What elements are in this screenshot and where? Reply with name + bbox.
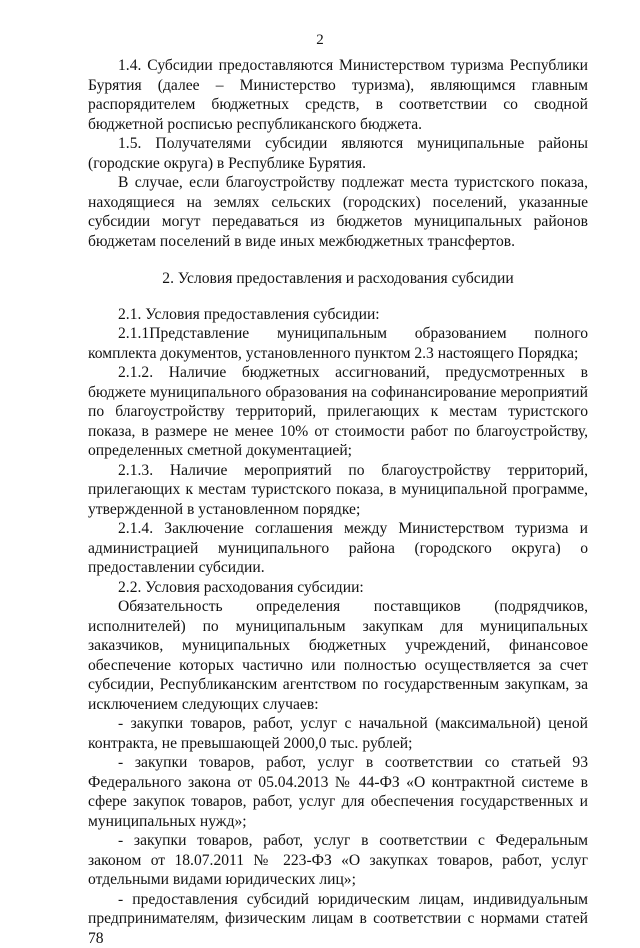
list-item-subsidies: - предоставления субсидий юридическим лицам, индивидуальным предпринимателям, физическим лицам в соответствии с нормами статей 78 — [88, 890, 588, 948]
page-number: 2 — [0, 32, 640, 49]
paragraph-2-1-4: 2.1.4. Заключение соглашения между Министерством туризма и администрацией муниципального района (городского округа) о предоставлении субсидии. — [88, 519, 588, 578]
paragraph-2-1: 2.1. Условия предоставления субсидии: — [88, 305, 588, 325]
list-item-223fz: - закупки товаров, работ, услуг в соответствии с Федеральным законом от 18.07.2011 № 223-ФЗ «О закупках товаров, работ, услуг отдельными видами юридических лиц»; — [88, 831, 588, 890]
section-heading: 2. Условия предоставления и расходования субсидии — [88, 269, 588, 289]
paragraph-settlements: В случае, если благоустройству подлежат места туристского показа, находящиеся на землях сельских (городских) поселений, указанные субсидии могут передаваться из бюджетов муниципальных районов бюджетам поселений в виде иных межбюджетных трансфертов. — [88, 173, 588, 251]
paragraph-2-1-3: 2.1.3. Наличие мероприятий по благоустройству территорий, прилегающих к местам туристского показа, в муниципальной программе, утвержденной в установленном порядке; — [88, 461, 588, 520]
paragraph-2-1-2: 2.1.2. Наличие бюджетных ассигнований, предусмотренных в бюджете муниципального образования на софинансирование мероприятий по благоустройству территорий, прилегающих к местам туристского показа, в размере не менее 10% от стоимости работ по благоустройству, определенных сметной документацией; — [88, 363, 588, 461]
list-item-price-limit: - закупки товаров, работ, услуг с начальной (максимальной) ценой контракта, не превышающей 2000,0 тыс. рублей; — [88, 714, 588, 753]
document-body — [88, 56, 588, 948]
paragraph-2-1-1: 2.1.1Представление муниципальным образованием полного комплекта документов, установленного пунктом 2.3 настоящего Порядка; — [88, 324, 588, 363]
paragraph-1-4: 1.4. Субсидии предоставляются Министерством туризма Республики Бурятия (далее – Министерство туризма), являющимся главным распорядителем бюджетных средств, в соответствии со сводной бюджетной росписью республиканского бюджета. — [88, 56, 588, 134]
paragraph-procurement: Обязательность определения поставщиков (подрядчиков, исполнителей) по муниципальным закупкам для муниципальных заказчиков, муниципальных бюджетных учреждений, финансовое обеспечение которых частично или полностью осуществляется за счет субсидии, Республиканским агентством по государственным закупкам, за исключением следующих случаев: — [88, 597, 588, 714]
paragraph-1-5: 1.5. Получателями субсидии являются муниципальные районы (городские округа) в Республике Бурятия. — [88, 134, 588, 173]
paragraph-2-2: 2.2. Условия расходования субсидии: — [88, 578, 588, 598]
list-item-44fz: - закупки товаров, работ, услуг в соответствии со статьей 93 Федерального закона от 05.04.2013 № 44-ФЗ «О контрактной системе в сфере закупок товаров, работ, услуг для обеспечения государственных и муниципальных нужд»; — [88, 753, 588, 831]
